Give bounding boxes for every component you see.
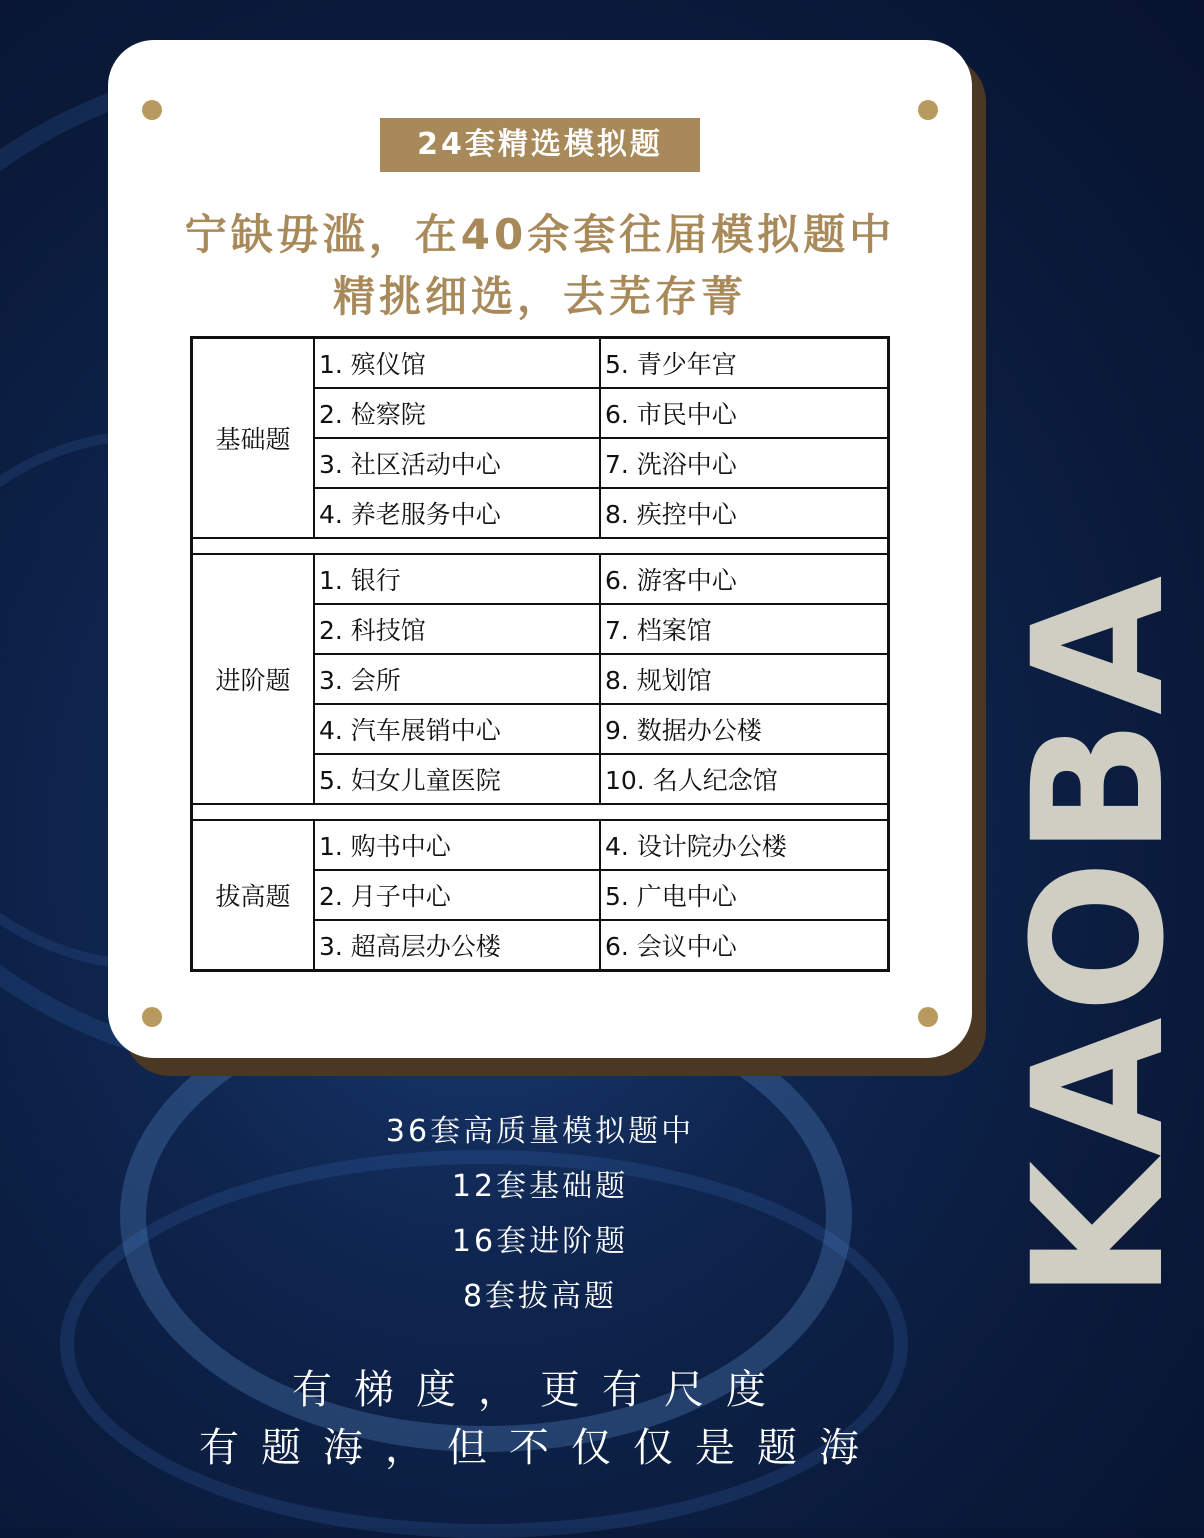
exam-item: 3. 会所 <box>314 654 600 704</box>
exam-item: 3. 社区活动中心 <box>314 438 600 488</box>
decor-dot <box>918 1007 938 1027</box>
section-gap-cell <box>192 804 889 820</box>
slogan-line-1: 有梯度，更有尺度 <box>292 1367 788 1413</box>
section-gap <box>192 538 889 554</box>
table-row <box>192 338 889 389</box>
exam-item: 5. 广电中心 <box>600 870 889 920</box>
decor-dot <box>918 100 938 120</box>
category-label: 基础题 <box>192 338 315 539</box>
exam-item: 1. 购书中心 <box>314 820 600 870</box>
background-swirl <box>60 1150 908 1538</box>
exam-item: 2. 月子中心 <box>314 870 600 920</box>
exam-list-card <box>108 40 972 1058</box>
slogan-line-2: 有题海，但不仅仅是题海 <box>199 1425 881 1471</box>
exam-item: 10. 名人纪念馆 <box>600 754 889 804</box>
decor-dot <box>142 1007 162 1027</box>
headline-line-1: 宁缺毋滥，在40余套往届模拟题中 <box>184 210 896 259</box>
stats-line: 36套高质量模拟题中 <box>385 1114 695 1149</box>
section-gap <box>192 804 889 820</box>
exam-item: 5. 妇女儿童医院 <box>314 754 600 804</box>
exam-item: 6. 会议中心 <box>600 920 889 971</box>
exam-table <box>190 336 890 972</box>
exam-item: 8. 疾控中心 <box>600 488 889 538</box>
table-row <box>192 554 889 604</box>
section-gap-cell <box>192 538 889 554</box>
stats-line: 12套基础题 <box>451 1169 629 1204</box>
exam-item: 7. 洗浴中心 <box>600 438 889 488</box>
title-badge: 24套精选模拟题 <box>380 118 700 172</box>
exam-item: 6. 游客中心 <box>600 554 889 604</box>
category-label: 拔高题 <box>192 820 315 971</box>
watermark-text: KAOBA <box>995 571 1204 1300</box>
headline-line-2: 精挑细选，去芜存菁 <box>332 272 747 321</box>
exam-item: 5. 青少年宫 <box>600 338 889 389</box>
exam-item: 2. 科技馆 <box>314 604 600 654</box>
exam-item: 4. 汽车展销中心 <box>314 704 600 754</box>
table-row <box>192 820 889 870</box>
exam-item: 4. 设计院办公楼 <box>600 820 889 870</box>
exam-item: 9. 数据办公楼 <box>600 704 889 754</box>
exam-item: 1. 殡仪馆 <box>314 338 600 389</box>
exam-item: 4. 养老服务中心 <box>314 488 600 538</box>
exam-item: 2. 检察院 <box>314 388 600 438</box>
exam-item: 8. 规划馆 <box>600 654 889 704</box>
category-label: 进阶题 <box>192 554 315 804</box>
stats-line: 8套拔高题 <box>462 1279 618 1314</box>
decor-dot <box>142 100 162 120</box>
exam-item: 1. 银行 <box>314 554 600 604</box>
stats-line: 16套进阶题 <box>451 1224 629 1259</box>
exam-item: 6. 市民中心 <box>600 388 889 438</box>
exam-item: 7. 档案馆 <box>600 604 889 654</box>
exam-item: 3. 超高层办公楼 <box>314 920 600 971</box>
